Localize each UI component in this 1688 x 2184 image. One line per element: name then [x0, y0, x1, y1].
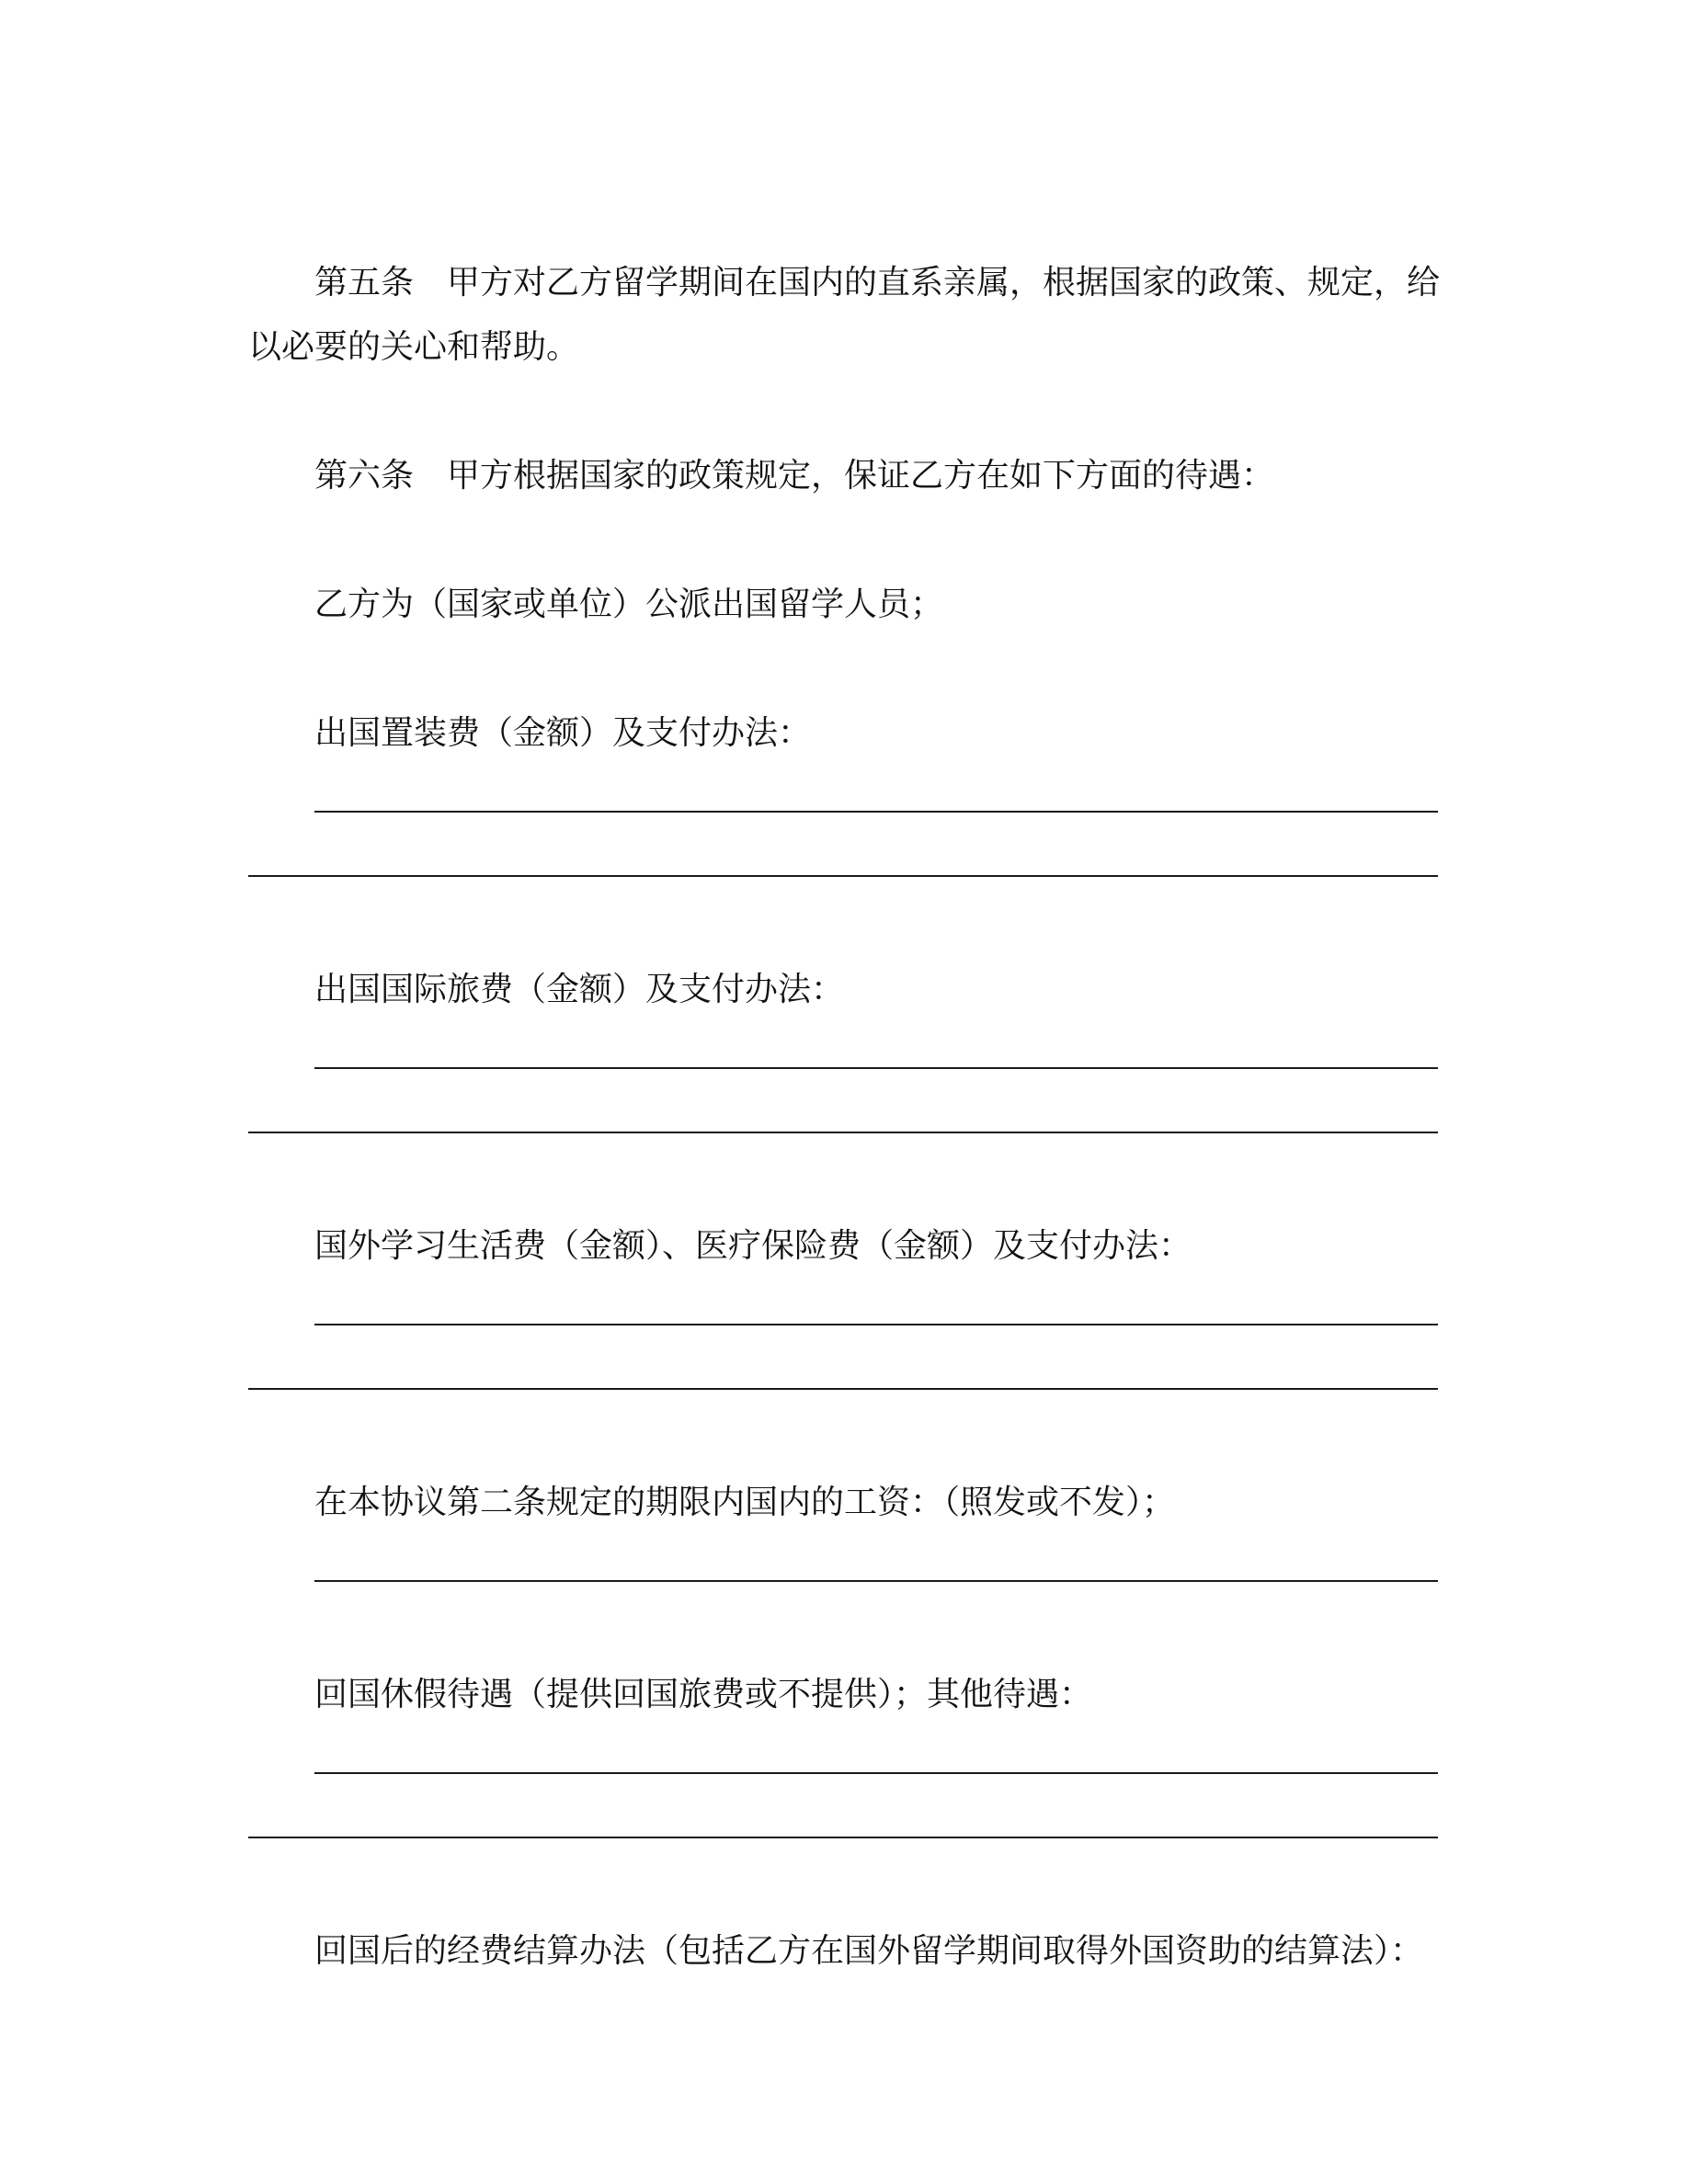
article-5-line-1: 第五条 甲方对乙方留学期间在国内的直系亲属，根据国家的政策、规定，给: [314, 264, 1441, 301]
article-6-heading: 第六条 甲方根据国家的政策规定，保证乙方在如下方面的待遇：: [314, 457, 1275, 495]
fill-in-blank-line[interactable]: [248, 1388, 1438, 1390]
fill-in-blank-line[interactable]: [314, 1067, 1438, 1069]
fill-in-blank-line[interactable]: [248, 875, 1438, 877]
fill-in-blank-line[interactable]: [248, 1837, 1438, 1838]
item-domestic-salary: 在本协议第二条规定的期限内国内的工资：（照发或不发）；: [314, 1484, 1176, 1521]
item-expense-settlement: 回国后的经费结算办法（包括乙方在国外留学期间取得外国资助的结算法）：: [314, 1932, 1424, 1970]
fill-in-blank-line[interactable]: [314, 811, 1438, 813]
fill-in-blank-line[interactable]: [248, 1132, 1438, 1133]
item-public-sponsored: 乙方为（国家或单位）公派出国留学人员；: [314, 586, 944, 623]
fill-in-blank-line[interactable]: [314, 1580, 1438, 1582]
fill-in-blank-line[interactable]: [314, 1324, 1438, 1325]
item-living-and-insurance: 国外学习生活费（金额）、医疗保险费（金额）及支付办法：: [314, 1227, 1192, 1265]
item-outfit-allowance: 出国置装费（金额）及支付办法：: [314, 714, 812, 752]
item-home-leave: 回国休假待遇（提供回国旅费或不提供）；其他待遇：: [314, 1676, 1093, 1713]
item-international-travel: 出国国际旅费（金额）及支付办法：: [314, 971, 845, 1008]
article-5-line-2: 以必要的关心和帮助。: [248, 328, 580, 366]
fill-in-blank-line[interactable]: [314, 1772, 1438, 1774]
